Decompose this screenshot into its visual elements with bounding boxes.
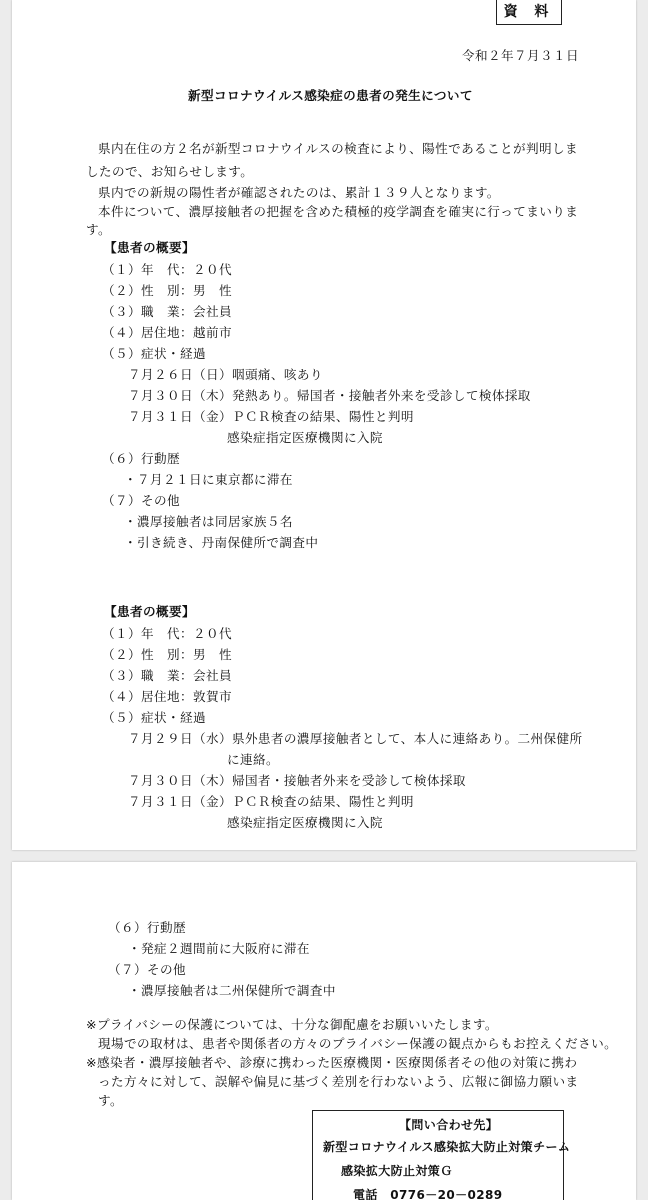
patient-2-sex: （２）性 別：男 性	[102, 647, 232, 662]
patient-1-age: （１）年 代：２０代	[102, 262, 232, 277]
intro-line: 県内在住の方２名が新型コロナウイルスの検査により、陽性であることが判明しま	[98, 141, 579, 156]
patient-1-timeline-item: ７月３０日（木）発熱あり。帰国者・接触者外来を受診して検体採取	[128, 388, 531, 403]
patient-2-timeline-item: に連絡。	[227, 752, 279, 767]
patient-2-other-heading: （７）その他	[108, 962, 186, 977]
intro-line: す。	[86, 222, 111, 237]
patient-2-job: （３）職 業：会社員	[102, 668, 232, 683]
patient-2-history-item: ・発症２週間前に大阪府に滞在	[128, 941, 310, 956]
patient-2-timeline-item: ７月３０日（木）帰国者・接触者外来を受診して検体採取	[128, 773, 466, 788]
privacy-note: ※プライバシーの保護については、十分な御配慮をお願いいたします。	[86, 1017, 498, 1032]
patient-1-residence: （４）居住地：越前市	[102, 325, 232, 340]
document-date: 令和２年７月３１日	[462, 48, 579, 63]
patient-1-timeline-item: 感染症指定医療機関に入院	[227, 430, 383, 445]
patient-2-timeline-item: 感染症指定医療機関に入院	[227, 815, 383, 830]
patient-1-other-heading: （７）その他	[102, 493, 180, 508]
intro-line: 本件について、濃厚接触者の把握を含めた積極的疫学調査を確実に行ってまいりま	[98, 204, 579, 219]
patient-1-history-heading: （６）行動歴	[102, 451, 180, 466]
patient-2-symptoms-heading: （５）症状・経過	[102, 710, 206, 725]
contact-group: 感染拡大防止対策Ｇ	[341, 1164, 453, 1178]
discrimination-note: った方々に対して、誤解や偏見に基づく差別を行わないよう、広報に御協力願いま	[98, 1074, 579, 1089]
patient-2-heading: 【患者の概要】	[104, 604, 195, 619]
privacy-note: 現場での取材は、患者や関係者の方々のプライバシー保護の観点からもお控えください。	[98, 1036, 618, 1051]
patient-1-timeline-item: ７月２６日（日）咽頭痛、咳あり	[128, 367, 323, 382]
intro-line: 県内での新規の陽性者が確認されたのは、累計１３９人となります。	[98, 185, 500, 200]
document-title: 新型コロナウイルス感染症の患者の発生について	[188, 88, 473, 103]
patient-1-other-item: ・濃厚接触者は同居家族５名	[124, 514, 293, 529]
patient-1-sex: （２）性 別：男 性	[102, 283, 232, 298]
patient-1-symptoms-heading: （５）症状・経過	[102, 346, 206, 361]
patient-1-other-item: ・引き続き、丹南保健所で調査中	[124, 535, 319, 550]
contact-heading: 【問い合わせ先】	[399, 1118, 499, 1132]
document-label: 資 料	[496, 0, 562, 25]
patient-1-heading: 【患者の概要】	[104, 240, 195, 255]
document-page-1	[12, 0, 636, 850]
intro-line: したので、お知らせします。	[86, 164, 254, 179]
discrimination-note: ※感染者・濃厚接触者や、診療に携わった医療機関・医療関係者その他の対策に携わ	[86, 1055, 578, 1070]
patient-2-age: （１）年 代：２０代	[102, 626, 232, 641]
patient-2-timeline-item: ７月２９日（水）県外患者の濃厚接触者として、本人に連絡あり。二州保健所	[128, 731, 583, 746]
patient-1-job: （３）職 業：会社員	[102, 304, 232, 319]
contact-team: 新型コロナウイルス感染拡大防止対策チーム	[323, 1140, 571, 1154]
patient-1-history-item: ・７月２１日に東京都に滞在	[124, 472, 293, 487]
patient-2-history-heading: （６）行動歴	[108, 920, 186, 935]
patient-1-timeline-item: ７月３１日（金）ＰＣＲ検査の結果、陽性と判明	[128, 409, 414, 424]
discrimination-note: す。	[98, 1093, 123, 1108]
contact-phone: 電話 0776－20－0289	[353, 1188, 503, 1200]
contact-box	[312, 1110, 571, 1200]
patient-2-other-item: ・濃厚接触者は二州保健所で調査中	[128, 983, 336, 998]
document-page-2	[12, 862, 636, 1200]
patient-2-timeline-item: ７月３１日（金）ＰＣＲ検査の結果、陽性と判明	[128, 794, 414, 809]
patient-2-residence: （４）居住地：敦賀市	[102, 689, 232, 704]
